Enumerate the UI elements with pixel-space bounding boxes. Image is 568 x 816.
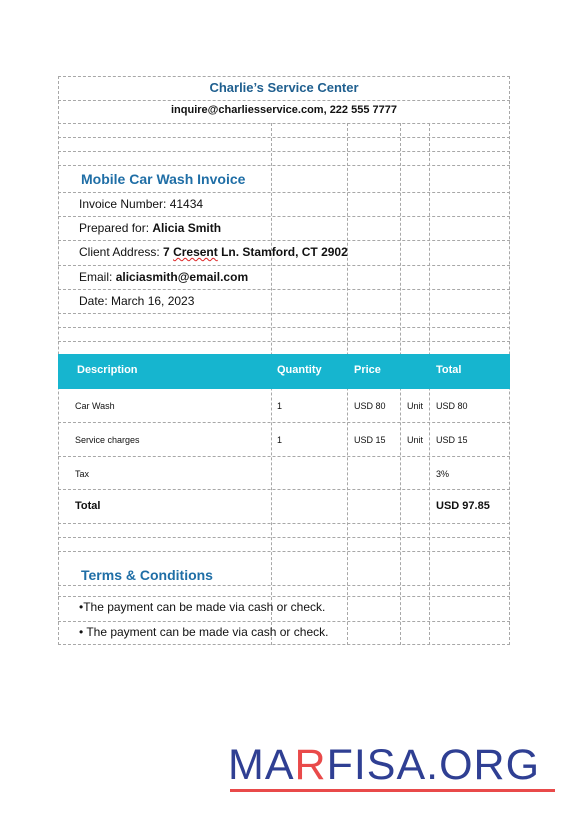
grid-line	[58, 537, 510, 538]
company-contact: inquire@charliesservice.com, 222 555 7777	[171, 104, 397, 116]
row3-total: 3%	[436, 469, 450, 479]
terms-title: Terms & Conditions	[81, 567, 213, 583]
client-email	[79, 270, 248, 284]
row1-unit: Unit	[407, 401, 424, 411]
company-name: Charlie’s Service Center	[209, 80, 359, 95]
logo-underline	[230, 789, 555, 792]
grid-line	[58, 489, 510, 490]
grid-line	[58, 551, 510, 552]
prepared-for-value: Alicia Smith	[152, 221, 222, 235]
terms-item-1: •The payment can be made via cash or check.	[79, 600, 326, 614]
invoice-title: Mobile Car Wash Invoice	[81, 171, 246, 187]
client-address	[79, 245, 348, 259]
grid-line	[58, 192, 510, 193]
header-total: Total	[436, 364, 462, 376]
prepared-for-label: Prepared for:	[79, 221, 153, 235]
total-value: USD 97.85	[436, 500, 490, 512]
invoice-number	[79, 197, 203, 211]
grid-line	[58, 100, 510, 101]
row3-description: Tax	[75, 469, 90, 479]
row1-total: USD 80	[436, 401, 468, 411]
header-description: Description	[77, 364, 138, 376]
grid-line	[58, 341, 510, 342]
header-price: Price	[354, 364, 381, 376]
client-email-label: Email:	[79, 270, 116, 284]
grid-line	[58, 165, 510, 166]
client-address-value-2: Ln. Stamford, CT 2902	[217, 245, 348, 259]
invoice-date	[79, 294, 194, 308]
row2-price: USD 15	[354, 435, 386, 445]
grid-line	[58, 289, 510, 290]
invoice-number-value: 41434	[169, 197, 204, 211]
prepared-for	[79, 221, 221, 235]
logo-part-2: R	[294, 741, 327, 789]
grid-line	[58, 585, 510, 586]
total-label: Total	[75, 500, 101, 512]
row2-quantity: 1	[277, 435, 283, 445]
grid-line	[58, 596, 510, 597]
grid-line	[58, 123, 510, 124]
client-email-value: aliciasmith@email.com	[115, 270, 249, 284]
logo-part-1: MA	[228, 741, 295, 789]
grid-line	[58, 137, 510, 138]
grid-line	[58, 216, 510, 217]
client-address-label: Client Address:	[79, 245, 164, 259]
row1-quantity: 1	[277, 401, 283, 411]
grid-line	[58, 240, 510, 241]
client-address-value-1: 7	[163, 245, 174, 259]
invoice-number-label: Invoice Number:	[79, 197, 170, 211]
grid-line	[58, 151, 510, 152]
invoice-sheet	[58, 76, 510, 645]
row2-total: USD 15	[436, 435, 468, 445]
grid-line	[58, 523, 510, 524]
row1-description: Car Wash	[75, 401, 115, 411]
grid-line	[58, 327, 510, 328]
logo-part-3: FISA.ORG	[326, 741, 541, 789]
grid-line	[58, 456, 510, 457]
grid-line	[58, 313, 510, 314]
grid-line	[58, 422, 510, 423]
header-quantity: Quantity	[277, 364, 322, 376]
row1-price: USD 80	[354, 401, 386, 411]
marfisa-logo	[228, 741, 540, 790]
client-address-value-misspelled: Cresent	[173, 245, 218, 259]
terms-item-2: • The payment can be made via cash or check.	[79, 625, 329, 639]
invoice-date-value: March 16, 2023	[111, 294, 195, 308]
grid-line	[58, 621, 510, 622]
row2-unit: Unit	[407, 435, 424, 445]
invoice-date-label: Date:	[79, 294, 112, 308]
grid-line	[58, 265, 510, 266]
row2-description: Service charges	[75, 435, 140, 445]
